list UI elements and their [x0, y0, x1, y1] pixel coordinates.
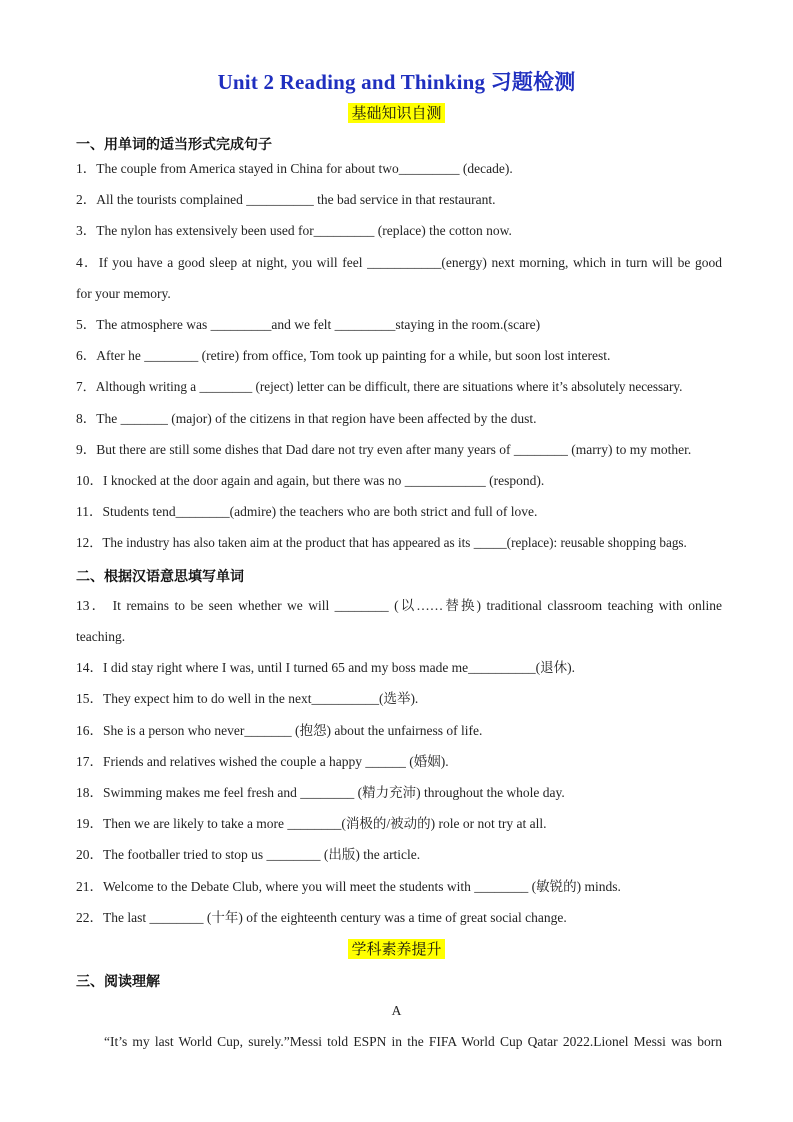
banner-literacy-text: 学科素养提升 [348, 939, 444, 959]
question-line: 11．Students tend________(admire) the teachers who are both strict and full of love. [76, 504, 538, 519]
question-line: 21．Welcome to the Debate Club, where you will meet the students with ________ (敏锐的) minds. [76, 879, 621, 894]
question-line: 6．After he ________ (retire) from office, Tom took up painting for a while, but soon lost interest. [76, 348, 611, 363]
question-line-cont: for your memory. [76, 286, 171, 301]
question-line: 12．The industry has also taken aim at the product that has appeared as its _____(replace): reusable shopping bags. [76, 535, 687, 550]
question-line: 2．All the tourists complained __________ the bad service in that restaurant. [76, 192, 496, 207]
question-line: 14．I did stay right where I was, until I turned 65 and my boss made me__________(退休). [76, 660, 576, 675]
question-line: 10．I knocked at the door again and again, but there was no ____________ (respond). [76, 473, 545, 488]
banner-literacy [0, 938, 793, 959]
question-line: 17．Friends and relatives wished the couple a happy ______ (婚姻). [76, 754, 449, 769]
question-line: 19．Then we are likely to take a more ________(消极的/被动的) role or not try at all. [76, 816, 547, 831]
question-line: 22．The last ________ (十年) of the eighteenth century was a time of great social change. [76, 910, 567, 925]
passage-first-line: “It’s my last World Cup, surely.”Messi told ESPN in the FIFA World Cup Qatar 2022.Lionel Messi was born [104, 1034, 722, 1049]
passage-label: A [391, 1003, 402, 1018]
question-line: 4．If you have a good sleep at night, you will feel ___________(energy) next morning, which in turn will be good [76, 255, 722, 270]
banner-basic-text: 基础知识自测 [348, 103, 444, 123]
question-line: 1．The couple from America stayed in China for about two_________ (decade). [76, 161, 513, 176]
question-line: 9．But there are still some dishes that Dad dare not try even after many years of ________ (marry) to my mother. [76, 442, 692, 457]
banner-basic [0, 102, 793, 123]
question-line: 7．Although writing a ________ (reject) letter can be difficult, there are situations where it’s absolutely necessary. [76, 379, 683, 394]
question-line: 16．She is a person who never_______ (抱怨) about the unfairness of life. [76, 723, 483, 738]
question-line: 18．Swimming makes me feel fresh and ________ (精力充沛) throughout the whole day. [76, 785, 565, 800]
question-line: 3．The nylon has extensively been used for_________ (replace) the cotton now. [76, 223, 512, 238]
question-line: 13． It remains to be seen whether we will ________ (以……替换) traditional classroom teaching with online [76, 598, 722, 613]
section-heading-1: 一、用单词的适当形式完成句子 [76, 137, 272, 153]
question-line: 8．The _______ (major) of the citizens in that region have been affected by the dust. [76, 411, 537, 426]
question-line: 20．The footballer tried to stop us ________ (出版) the article. [76, 847, 421, 862]
question-line: 15．They expect him to do well in the next__________(选举). [76, 691, 419, 706]
section-heading-3: 三、阅读理解 [76, 974, 160, 990]
question-line: 5．The atmosphere was _________and we felt _________staying in the room.(scare) [76, 317, 541, 332]
question-line-cont: teaching. [76, 629, 126, 644]
page-title: Unit 2 Reading and Thinking 习题检测 [217, 70, 576, 94]
section-heading-2: 二、根据汉语意思填写单词 [76, 569, 244, 585]
